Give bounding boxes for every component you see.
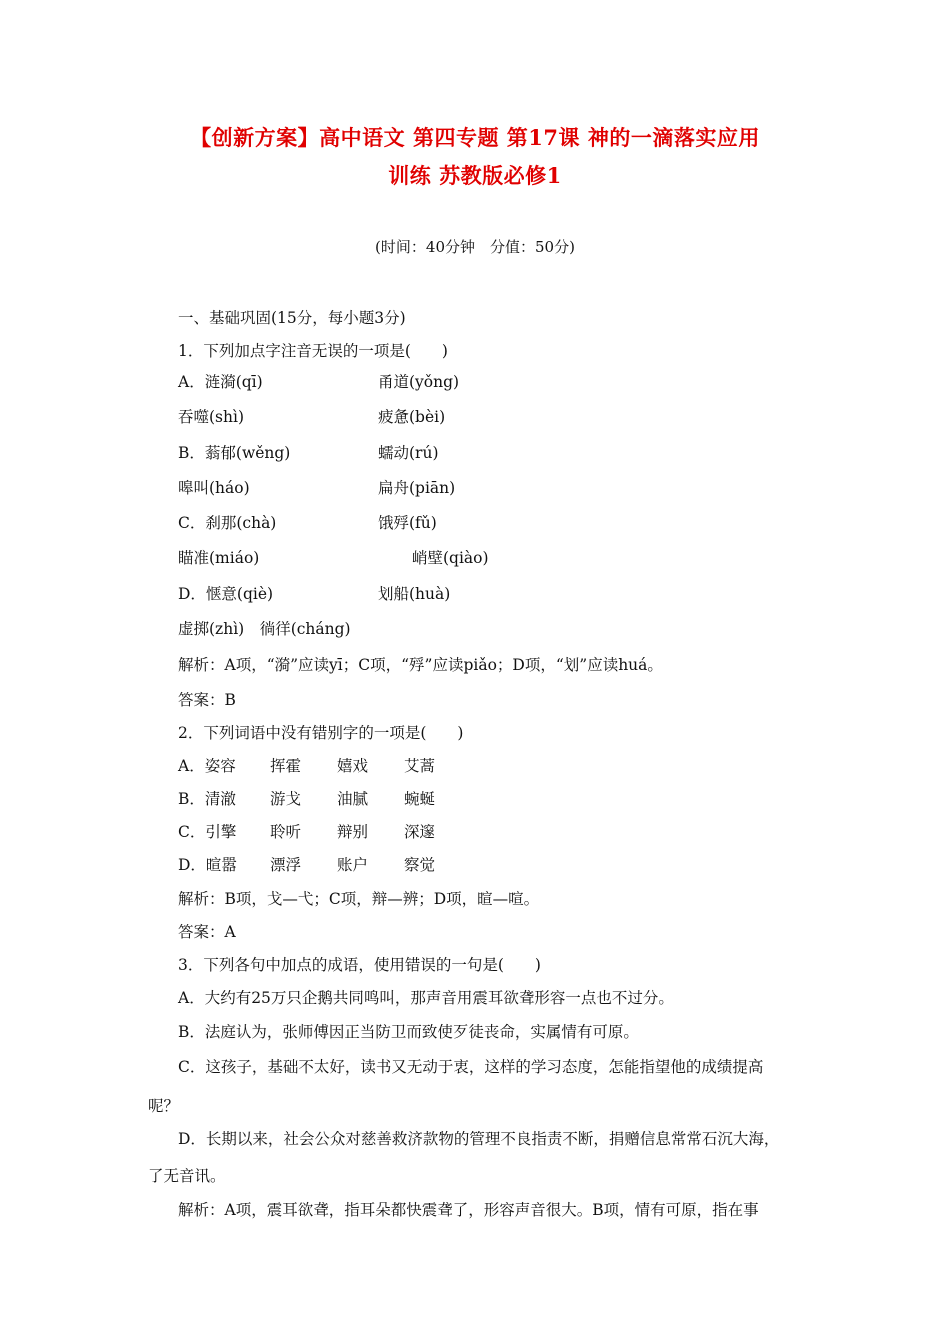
q1-option-b-1: B．蓊郁(wěng) [178, 444, 291, 462]
q1-option-b-4: 扁舟(piān) [378, 479, 456, 497]
q2-row-a-word4: 艾蒿 [404, 757, 436, 775]
q1-option-c-2: 饿殍(fǔ) [378, 514, 437, 532]
document-title-line2: 训练 苏教版必修1 [388, 163, 562, 188]
q3-analysis: 解析：A项，震耳欲聋，指耳朵都快震聋了，形容声音很大。B项，情有可原，指在事 [178, 1201, 759, 1219]
q1-option-b-3: 嗥叫(háo) [178, 479, 250, 497]
q3-option-c-line2: 呢？ [148, 1097, 180, 1115]
q2-row-b-word3: 油腻 [337, 790, 369, 808]
q2-row-a-word1: A．姿容 [178, 757, 236, 775]
q1-option-a-3: 吞噬(shì) [178, 408, 244, 426]
q1-option-b-2: 蠕动(rú) [378, 444, 439, 462]
document-title-line1: 【创新方案】高中语文 第四专题 第17课 神的一滴落实应用 [190, 125, 760, 150]
q1-option-d-1: D．惬意(qiè) [178, 585, 274, 603]
q2-row-c-word4: 深邃 [404, 823, 436, 841]
q2-row-d-word1: D．暄嚣 [178, 856, 237, 874]
exam-meta: (时间：40分钟 分值：50分) [375, 238, 575, 256]
q2-row-c-word2: 聆听 [270, 823, 302, 841]
q3-option-b: B．法庭认为，张师傅因正当防卫而致使歹徒丧命，实属情有可原。 [178, 1023, 639, 1041]
q1-answer: 答案：B [178, 691, 236, 709]
section-heading: 一、基础巩固(15分，每小题3分) [178, 309, 406, 327]
q1-option-d-2: 划船(huà) [378, 585, 451, 603]
q1-option-c-3: 瞄准(miáo) [178, 549, 260, 567]
q3-option-c-line1: C．这孩子，基础不太好，读书又无动于衷，这样的学习态度，怎能指望他的成绩提高 [178, 1058, 764, 1076]
q3-option-d-line1: D．长期以来，社会公众对慈善救济款物的管理不良指责不断，捐赠信息常常石沉大海， [178, 1130, 780, 1148]
q2-row-d-word4: 察觉 [404, 856, 436, 874]
q3-stem: 3．下列各句中加点的成语，使用错误的一句是( ) [178, 956, 541, 974]
q2-row-a-word2: 挥霍 [270, 757, 302, 775]
q1-option-a-4: 疲惫(bèi) [378, 408, 446, 426]
q2-row-b-word4: 蜿蜒 [404, 790, 436, 808]
q1-option-c-4: 峭壁(qiào) [412, 549, 489, 567]
q2-row-d-word2: 漂浮 [270, 856, 302, 874]
q1-option-d-3: 虚掷(zhì) 徜徉(cháng) [178, 620, 351, 638]
q1-analysis: 解析：A项，“漪”应读yī；C项，“殍”应读piǎo；D项，“划”应读huá。 [178, 656, 663, 674]
q3-option-a: A．大约有25万只企鹅共同鸣叫，那声音用震耳欲聋形容一点也不过分。 [178, 989, 674, 1007]
q2-row-b-word1: B．清澈 [178, 790, 236, 808]
q2-row-a-word3: 嬉戏 [337, 757, 369, 775]
q1-option-a-2: 甬道(yǒng) [378, 373, 460, 391]
q2-row-b-word2: 游戈 [270, 790, 302, 808]
q2-row-c-word3: 辩别 [337, 823, 369, 841]
q2-answer: 答案：A [178, 923, 236, 941]
q3-option-d-line2: 了无音讯。 [148, 1167, 226, 1185]
q2-row-c-word1: C．引擎 [178, 823, 237, 841]
q2-stem: 2．下列词语中没有错别字的一项是( ) [178, 724, 464, 742]
q1-stem: 1．下列加点字注音无误的一项是( ) [178, 342, 448, 360]
q2-row-d-word3: 账户 [337, 856, 369, 874]
q1-option-a-1: A．涟漪(qī) [178, 373, 263, 391]
q2-analysis: 解析：B项，戈—弋；C项，辩—辨；D项，暄—喧。 [178, 890, 540, 908]
q1-option-c-1: C．刹那(chà) [178, 514, 277, 532]
